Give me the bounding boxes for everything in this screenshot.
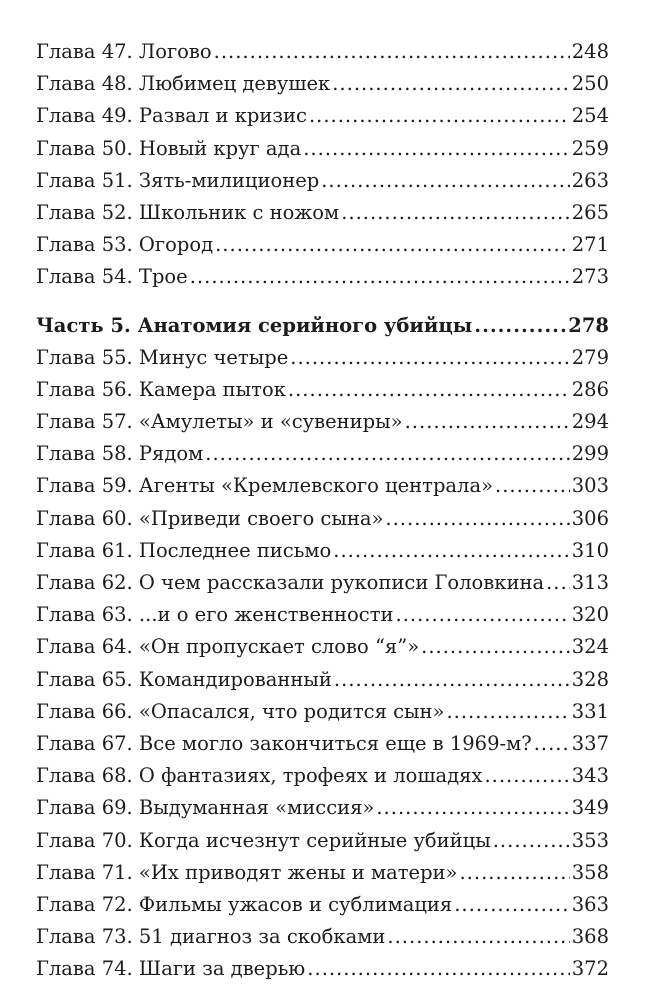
leader-dots [546,567,570,599]
leader-dots [405,406,570,438]
toc-entry-page: 313 [571,571,609,594]
toc-entry-title: Глава 64. «Он пропускает слово “я”» [36,635,420,659]
leader-dots [332,68,570,100]
table-of-contents [36,36,609,985]
toc-entry-title: Глава 55. Минус четыре [36,345,289,369]
toc-entry-title: Глава 53. Огород [36,233,214,257]
toc-entry-title: Глава 69. Выдуманная «миссия» [36,796,375,820]
toc-entry [36,406,609,438]
toc-entry [36,857,609,889]
toc-entry-title: Глава 63. ...и о его женственности [36,603,394,627]
toc-entry [36,438,609,470]
leader-dots [534,728,570,760]
toc-entry-title: Глава 52. Школьник с ножом [36,200,340,224]
toc-entry-page: 259 [571,136,609,160]
toc-entry [36,133,609,165]
toc-entry-page: 331 [571,699,609,723]
toc-entry-title: Глава 70. Когда исчезнут серийные убийцы [36,828,491,852]
toc-entry-title: Глава 67. Все могло закончиться еще в 1969-м? [36,731,532,755]
leader-dots [495,470,570,502]
toc-entry-title: Глава 59. Агенты «Кремлевского централа» [36,474,494,498]
toc-part-page: 278 [568,313,609,337]
toc-entry-page: 265 [571,200,609,224]
toc-entry-title: Глава 51. Зять-милиционер [36,168,320,192]
leader-dots [303,133,570,165]
toc-entry-page: 279 [571,345,609,369]
leader-dots [214,36,570,68]
toc-entry [36,229,609,261]
leader-dots [387,921,569,953]
toc-entry [36,567,609,599]
leader-dots [215,229,570,261]
leader-dots [190,261,570,293]
toc-entry [36,36,609,68]
leader-dots [334,664,570,696]
toc-entry-page: 337 [571,731,609,755]
leader-dots [421,631,570,663]
toc-entry [36,921,609,953]
leader-dots [309,100,570,132]
toc-entry [36,261,609,293]
toc-entry [36,374,609,406]
toc-entry-page: 263 [571,168,609,192]
leader-dots [474,310,566,342]
toc-entry-title: Глава 61. Последнее письмо [36,538,332,562]
toc-entry-title: Глава 58. Рядом [36,442,204,466]
toc-entry-page: 372 [571,957,609,981]
toc-entry-title: Глава 57. «Амулеты» и «сувениры» [36,410,403,434]
toc-entry [36,197,609,229]
toc-entry [36,503,609,535]
leader-dots [288,374,570,406]
toc-entry [36,631,609,663]
toc-entry-page: 299 [571,442,609,466]
toc-entry-page: 358 [571,860,609,884]
leader-dots [484,760,569,792]
toc-entry-title: Глава 56. Камера пыток [36,377,286,401]
toc-entry-title: Глава 49. Развал и кризис [36,104,307,128]
toc-entry-title: Глава 72. Фильмы ужасов и сублимация [36,892,453,916]
toc-entry [36,599,609,631]
leader-dots [385,503,569,535]
toc-entry [36,825,609,857]
toc-entry-title: Глава 71. «Их приводят жены и матери» [36,860,458,884]
toc-entry [36,696,609,728]
toc-entry-page: 271 [571,233,609,257]
toc-entry-title: Глава 50. Новый круг ада [36,136,302,160]
toc-entry-page: 328 [571,667,609,691]
leader-dots [459,857,569,889]
toc-part-title: Часть 5. Анатомия серийного убийцы [36,313,473,337]
toc-entry [36,100,609,132]
toc-entry-page: 324 [571,635,609,659]
toc-entry-page: 273 [571,265,609,289]
toc-entry-page: 353 [571,828,609,852]
leader-dots [333,535,570,567]
toc-entry-page: 306 [571,506,609,530]
toc-entry [36,760,609,792]
toc-entry-title: Глава 68. О фантазиях, трофеях и лошадях [36,764,483,788]
toc-entry-page: 303 [571,474,609,498]
toc-entry [36,953,609,985]
toc-entry [36,889,609,921]
leader-dots [493,825,570,857]
leader-dots [396,599,570,631]
leader-dots [290,342,570,374]
toc-entry [36,470,609,502]
toc-entry [36,535,609,567]
leader-dots [376,792,569,824]
toc-entry [36,165,609,197]
toc-entry-title: Глава 66. «Опасался, что родится сын» [36,699,445,723]
leader-dots [321,165,570,197]
leader-dots [454,889,570,921]
toc-part-heading [36,310,609,342]
toc-entry [36,664,609,696]
toc-entry-page: 368 [571,925,609,949]
toc-entry-title: Глава 60. «Приведи своего сына» [36,506,384,530]
toc-entry [36,68,609,100]
toc-entry-title: Глава 54. Трое [36,265,188,289]
toc-entry-title: Глава 65. Командированный [36,667,332,691]
toc-entry-page: 349 [571,796,609,820]
toc-entry-page: 343 [571,764,609,788]
toc-entry-title: Глава 48. Любимец девушек [36,72,331,96]
toc-entry [36,342,609,374]
toc-entry-page: 254 [571,104,609,128]
toc-entry-page: 286 [571,377,609,401]
leader-dots [446,696,569,728]
toc-entry-page: 250 [571,72,609,96]
toc-entry-page: 294 [571,410,609,434]
toc-entry-page: 248 [571,40,609,63]
toc-entry [36,728,609,760]
toc-entry-title: Глава 62. О чем рассказали рукописи Головкина [36,571,545,594]
toc-entry-page: 310 [571,538,609,562]
toc-entry-title: Глава 73. 51 диагноз за скобками [36,925,386,949]
toc-entry-title: Глава 74. Шаги за дверью [36,957,306,981]
leader-dots [307,953,569,985]
toc-entry [36,792,609,824]
leader-dots [341,197,570,229]
toc-entry-page: 320 [571,603,609,627]
section-gap [36,294,609,310]
toc-entry-title: Глава 47. Логово [36,40,212,63]
leader-dots [205,438,569,470]
toc-entry-page: 363 [571,892,609,916]
